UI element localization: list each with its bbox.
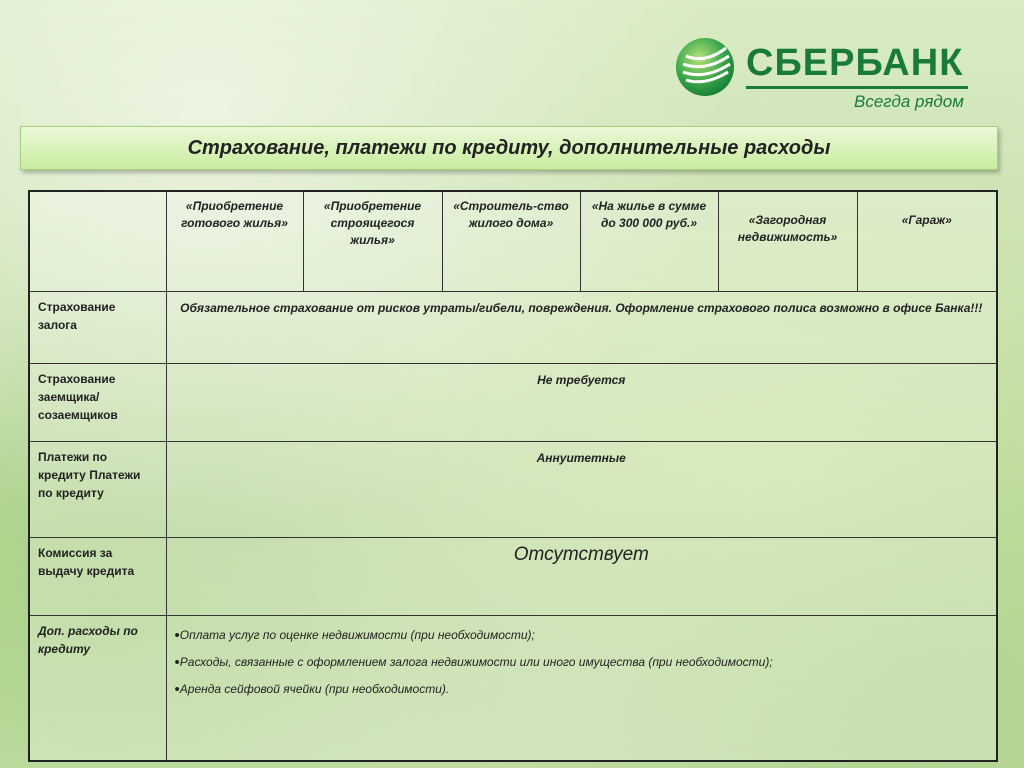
table-row	[29, 291, 997, 363]
corner-cell	[29, 191, 166, 291]
list-item: •Расходы, связанные с оформлением залога недвижимости или иного имущества (при необходимости);	[174, 653, 773, 671]
column-header: «Приобретение строящегося жилья»	[303, 191, 442, 291]
table-header-row	[29, 191, 997, 291]
row-label: Платежи по кредиту Платежи по кредиту	[29, 441, 166, 537]
row-value: Не требуется	[166, 363, 997, 441]
row-value: Обязательное страхование от рисков утраты/гибели, повреждения. Оформление страхового полиса возможно в офисе Банка!!!	[166, 291, 997, 363]
bullet-icon: •	[174, 626, 180, 644]
sberbank-logo-icon	[674, 36, 736, 98]
row-value: Аннуитетные	[166, 441, 997, 537]
row-label: Страхование залога	[29, 291, 166, 363]
column-header: «Загородная недвижимость»	[718, 191, 857, 291]
conditions-table	[28, 190, 998, 762]
list-item: •Аренда сейфовой ячейки (при необходимости).	[174, 680, 450, 698]
column-header: «На жилье в сумме до 300 000 руб.»	[580, 191, 718, 291]
title-bar	[20, 126, 998, 170]
table-row	[29, 615, 997, 761]
column-header: «Гараж»	[857, 191, 997, 291]
column-header: «Строитель-ство жилого дома»	[442, 191, 580, 291]
column-header: «Приобретение готового жилья»	[166, 191, 303, 291]
row-label: Доп. расходы по кредиту	[29, 615, 166, 761]
table-row	[29, 441, 997, 537]
table-row	[29, 537, 997, 615]
sberbank-logo	[674, 36, 974, 118]
bullet-icon: •	[174, 653, 180, 671]
page-title: Страхование, платежи по кредиту, дополнительные расходы	[187, 136, 831, 159]
bullet-icon: •	[174, 680, 180, 698]
row-label: Комиссия за выдачу кредита	[29, 537, 166, 615]
brand-name: СБЕРБАНК	[746, 42, 964, 84]
row-value: Отсутствует	[166, 537, 997, 615]
brand-underline	[746, 86, 968, 89]
additional-costs-list	[166, 615, 997, 761]
table-row	[29, 363, 997, 441]
brand-tagline: Всегда рядом	[854, 92, 964, 111]
list-item: •Оплата услуг по оценке недвижимости (при необходимости);	[174, 626, 535, 644]
row-label: Страхование заемщика/ созаемщиков	[29, 363, 166, 441]
